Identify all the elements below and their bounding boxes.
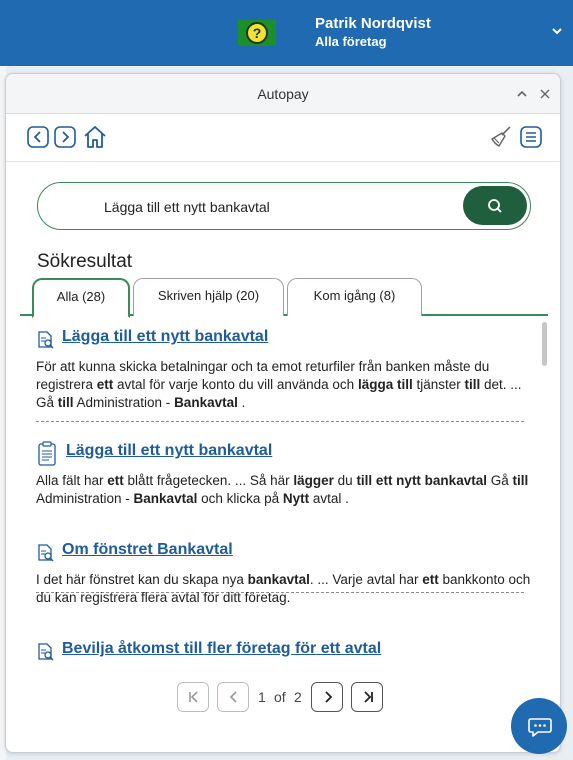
total-pages: 2 (294, 689, 302, 705)
company-name[interactable]: Alla företag (315, 34, 387, 49)
current-page: 1 (258, 689, 266, 705)
last-page-icon (362, 691, 374, 703)
help-panel (5, 73, 561, 753)
search-document-icon (36, 330, 56, 350)
tab-getting-started[interactable]: Kom igång (8) (287, 278, 422, 316)
chevron-right-icon (322, 691, 334, 703)
tab-all[interactable]: Alla (28) (32, 278, 130, 318)
broom-clear-icon[interactable] (488, 124, 514, 150)
close-icon[interactable] (538, 87, 552, 101)
divider (36, 421, 524, 422)
last-page-button[interactable] (351, 682, 383, 712)
search-document-icon (36, 543, 56, 563)
search-document-icon (36, 642, 56, 662)
menu-list-icon[interactable] (520, 126, 542, 148)
result-title-link[interactable]: Bevilja åtkomst till fler företag för ett avtal (62, 640, 382, 657)
chevron-down-icon[interactable] (550, 24, 564, 38)
first-page-button[interactable] (177, 682, 209, 712)
panel-toolbar (6, 114, 560, 162)
home-icon[interactable] (82, 124, 108, 150)
result-description: I det här fönstret kan du skapa nya bankavtal. ... Varje avtal har ett bankkonto och du kan registrera flera avtal för ditt företag. (36, 572, 531, 605)
page-of-label: of (274, 689, 286, 705)
top-bar (0, 0, 573, 66)
forward-arrow-icon[interactable] (54, 126, 76, 148)
chevron-left-icon (228, 691, 240, 703)
results-list (20, 318, 548, 668)
tab-written-help[interactable]: Skriven hjälp (20) (133, 278, 284, 316)
search-bar[interactable] (37, 182, 531, 230)
result-description: Alla fält har ett blått frågetecken. ... Så här lägger du till ett nytt bankavtal Gå till Administration - Bankavtal och klicka på Nytt avtal . (36, 473, 529, 506)
results-scrollbar[interactable] (541, 318, 548, 668)
result-description: För att kunna skicka betalningar och ta emot returfiler från banken måste du registrera ett avtal för varje konto du vill använda och lägga till tjänster till det. ... Gå till Administration - Bankavtal . (36, 359, 522, 410)
clipboard-icon (36, 441, 58, 467)
panel-title: Autopay (257, 86, 309, 102)
previous-page-button[interactable] (217, 682, 249, 712)
search-input[interactable]: Lägga till ett nytt bankavtal (104, 199, 270, 215)
result-title-link[interactable]: Lägga till ett nytt bankavtal (66, 442, 273, 459)
result-title-link[interactable]: Lägga till ett nytt bankavtal (62, 328, 269, 345)
results-heading: Sökresultat (37, 251, 133, 272)
user-name[interactable]: Patrik Nordqvist (315, 15, 431, 32)
scroll-thumb[interactable] (542, 322, 547, 366)
results-tabs (20, 276, 548, 316)
help-flag-icon[interactable] (238, 20, 276, 46)
result-title-link[interactable]: Om fönstret Bankavtal (62, 541, 233, 558)
first-page-icon (188, 691, 200, 703)
pagination (6, 668, 560, 718)
back-arrow-icon[interactable] (27, 126, 49, 148)
question-mark-icon: ? (246, 22, 268, 44)
chat-button[interactable] (511, 698, 567, 754)
next-page-button[interactable] (311, 682, 343, 712)
search-icon (487, 198, 503, 214)
chat-icon (528, 717, 552, 737)
panel-header (6, 74, 560, 114)
collapse-chevron-up-icon[interactable] (515, 87, 529, 101)
search-button[interactable] (463, 186, 527, 225)
